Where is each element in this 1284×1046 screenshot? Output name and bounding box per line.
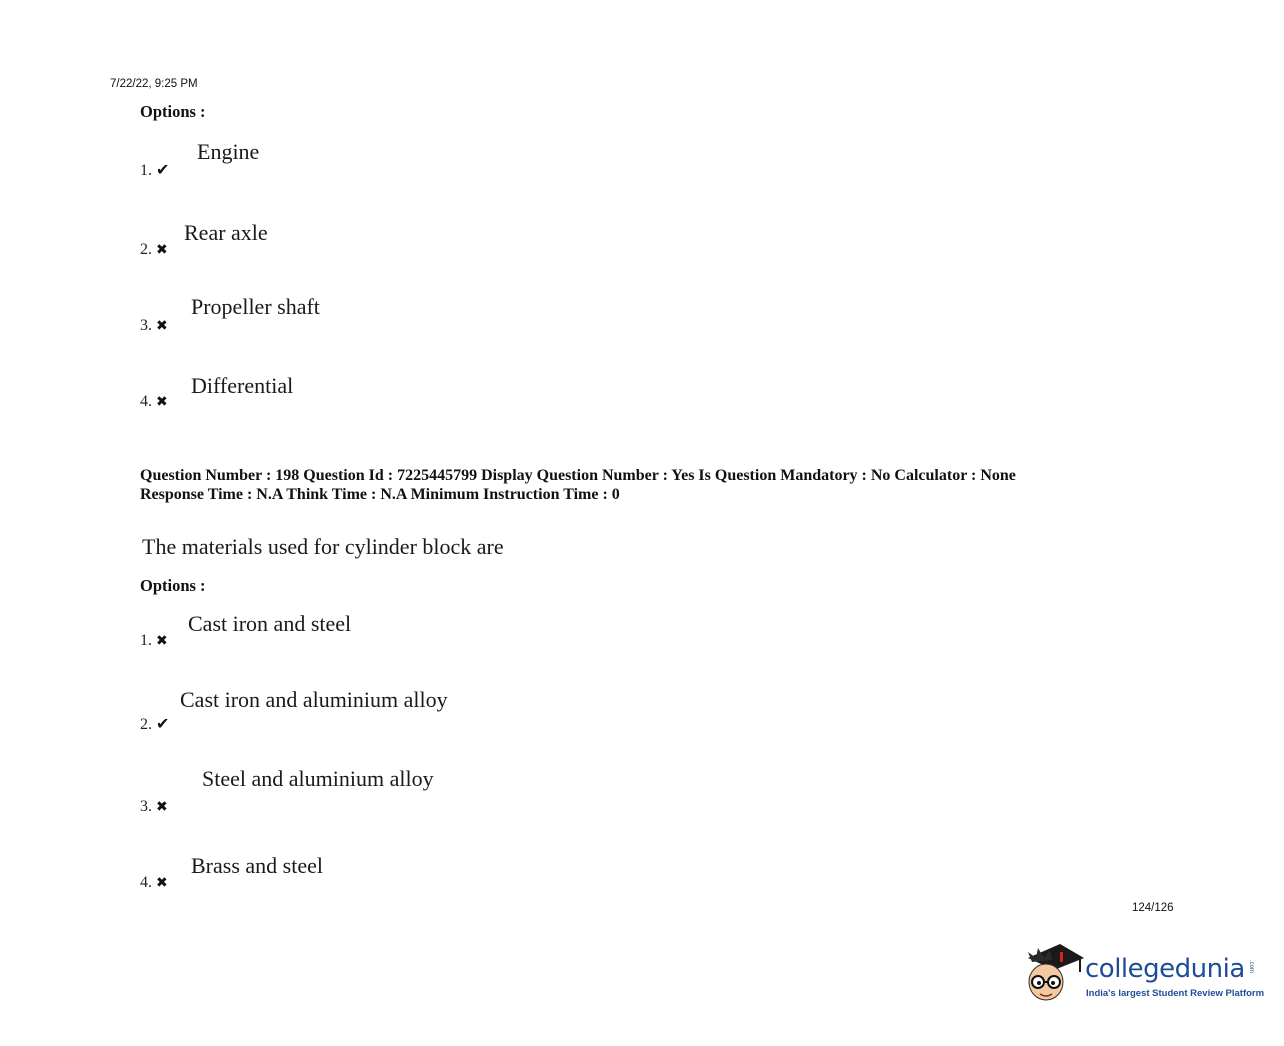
option-text: Propeller shaft: [191, 294, 320, 319]
print-timestamp: 7/22/22, 9:25 PM: [110, 78, 198, 90]
option-text: Engine: [197, 139, 260, 164]
brand-name: collegedunia: [1085, 954, 1245, 984]
option-text: Differential: [191, 373, 294, 398]
option-text: Cast iron and steel: [188, 611, 352, 636]
option-number-row: [140, 393, 168, 411]
brand-tagline: India's largest Student Review Platform: [1086, 988, 1265, 999]
option-number-row: [140, 798, 168, 816]
option-number-row: [140, 241, 168, 259]
option-number-row: [140, 874, 168, 892]
option-number-row: [140, 632, 168, 650]
check-icon: ✔: [156, 162, 170, 179]
collegedunia-logo: [1022, 938, 1265, 1010]
option-number: 3.: [140, 317, 152, 334]
option-number-row: [140, 714, 169, 734]
option-number: 4.: [140, 874, 152, 891]
option-number: 2.: [140, 241, 152, 258]
cross-icon: ✖: [156, 319, 168, 334]
option-text: Steel and aluminium alloy: [202, 766, 434, 791]
check-icon: ✔: [156, 716, 170, 733]
question-text: The materials used for cylinder block are: [142, 534, 504, 559]
options-label: Options :: [140, 576, 206, 595]
option-number: 1.: [140, 162, 152, 179]
question-meta-line2: Response Time : N.A Think Time : N.A Minimum Instruction Time : 0: [140, 486, 620, 503]
option-text: Cast iron and aluminium alloy: [180, 687, 448, 712]
cross-icon: ✖: [156, 395, 168, 410]
option-number: 1.: [140, 632, 152, 649]
option-number: 3.: [140, 798, 152, 815]
option-text: Rear axle: [184, 220, 268, 245]
question-meta-line1: Question Number : 198 Question Id : 7225445799 Display Question Number : Yes Is Question Mandatory : No Calculator : None: [140, 467, 1016, 484]
option-text: Brass and steel: [191, 853, 323, 878]
mascot-icon: [1022, 938, 1086, 1010]
cross-icon: ✖: [156, 634, 168, 649]
option-number: 2.: [140, 716, 152, 733]
brand-suffix: .com: [1248, 960, 1254, 974]
option-number-row: [140, 317, 168, 335]
cross-icon: ✖: [156, 800, 168, 815]
option-number-row: [140, 160, 169, 180]
cross-icon: ✖: [156, 876, 168, 891]
options-label: Options :: [140, 102, 206, 121]
cross-icon: ✖: [156, 243, 168, 258]
page-number: 124/126: [1132, 902, 1174, 914]
option-number: 4.: [140, 393, 152, 410]
